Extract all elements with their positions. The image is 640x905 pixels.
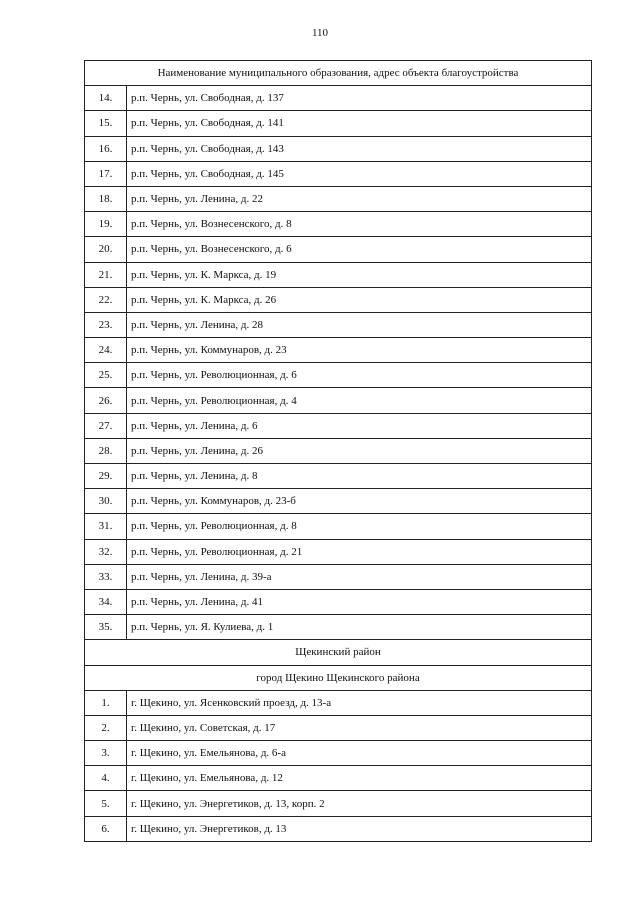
section-district: Щекинский район	[85, 640, 592, 665]
row-address: г. Щекино, ул. Энергетиков, д. 13	[127, 816, 592, 841]
table-row	[85, 363, 592, 388]
row-address: р.п. Чернь, ул. Революционная, д. 21	[127, 539, 592, 564]
table-row	[85, 413, 592, 438]
address-table	[84, 60, 592, 842]
table-row	[85, 86, 592, 111]
table-row	[85, 237, 592, 262]
row-address: г. Щекино, ул. Энергетиков, д. 13, корп. 2	[127, 791, 592, 816]
table-row	[85, 489, 592, 514]
row-number: 15.	[85, 111, 127, 136]
row-number: 2.	[85, 715, 127, 740]
section-city: город Щекино Щекинского района	[85, 665, 592, 690]
table-row	[85, 690, 592, 715]
row-number: 35.	[85, 615, 127, 640]
row-number: 4.	[85, 766, 127, 791]
row-number: 33.	[85, 564, 127, 589]
table-row	[85, 161, 592, 186]
row-address: р.п. Чернь, ул. Ленина, д. 22	[127, 186, 592, 211]
row-address: г. Щекино, ул. Ясенковский проезд, д. 13-а	[127, 690, 592, 715]
row-address: р.п. Чернь, ул. Ленина, д. 39-а	[127, 564, 592, 589]
row-address: р.п. Чернь, ул. Вознесенского, д. 8	[127, 212, 592, 237]
row-number: 27.	[85, 413, 127, 438]
row-number: 29.	[85, 464, 127, 489]
row-address: р.п. Чернь, ул. Революционная, д. 4	[127, 388, 592, 413]
table-row	[85, 186, 592, 211]
table-row	[85, 589, 592, 614]
table-header-row	[85, 61, 592, 86]
row-number: 1.	[85, 690, 127, 715]
table-row	[85, 539, 592, 564]
table-row	[85, 564, 592, 589]
row-number: 17.	[85, 161, 127, 186]
page-number: 110	[311, 27, 329, 39]
row-address: г. Щекино, ул. Емельянова, д. 12	[127, 766, 592, 791]
row-address: р.п. Чернь, ул. Свободная, д. 141	[127, 111, 592, 136]
table-row	[85, 816, 592, 841]
section-row	[85, 665, 592, 690]
rows-part2	[85, 690, 592, 841]
row-address: р.п. Чернь, ул. К. Маркса, д. 19	[127, 262, 592, 287]
row-number: 32.	[85, 539, 127, 564]
row-address: р.п. Чернь, ул. Вознесенского, д. 6	[127, 237, 592, 262]
table-row	[85, 338, 592, 363]
row-address: р.п. Чернь, ул. Революционная, д. 6	[127, 363, 592, 388]
row-number: 5.	[85, 791, 127, 816]
table-header: Наименование муниципального образования, адрес объекта благоустройства	[85, 61, 592, 86]
table-row	[85, 464, 592, 489]
row-address: р.п. Чернь, ул. Ленина, д. 6	[127, 413, 592, 438]
row-number: 26.	[85, 388, 127, 413]
row-address: р.п. Чернь, ул. Коммунаров, д. 23	[127, 338, 592, 363]
row-number: 28.	[85, 438, 127, 463]
rows-part1	[85, 86, 592, 640]
table-row	[85, 615, 592, 640]
table-row	[85, 514, 592, 539]
row-number: 20.	[85, 237, 127, 262]
row-number: 21.	[85, 262, 127, 287]
row-number: 23.	[85, 312, 127, 337]
row-address: р.п. Чернь, ул. Коммунаров, д. 23-б	[127, 489, 592, 514]
row-address: р.п. Чернь, ул. Революционная, д. 8	[127, 514, 592, 539]
row-address: р.п. Чернь, ул. Ленина, д. 41	[127, 589, 592, 614]
row-address: г. Щекино, ул. Советская, д. 17	[127, 715, 592, 740]
table-row	[85, 136, 592, 161]
table-row	[85, 212, 592, 237]
table-row	[85, 715, 592, 740]
row-number: 25.	[85, 363, 127, 388]
row-address: р.п. Чернь, ул. Свободная, д. 137	[127, 86, 592, 111]
row-address: г. Щекино, ул. Емельянова, д. 6-а	[127, 741, 592, 766]
row-number: 31.	[85, 514, 127, 539]
row-number: 22.	[85, 287, 127, 312]
row-number: 18.	[85, 186, 127, 211]
row-address: р.п. Чернь, ул. Я. Кулиева, д. 1	[127, 615, 592, 640]
table-row	[85, 312, 592, 337]
row-number: 24.	[85, 338, 127, 363]
row-number: 3.	[85, 741, 127, 766]
row-number: 14.	[85, 86, 127, 111]
table-row	[85, 791, 592, 816]
table-row	[85, 262, 592, 287]
row-address: р.п. Чернь, ул. Свободная, д. 145	[127, 161, 592, 186]
row-number: 30.	[85, 489, 127, 514]
row-number: 6.	[85, 816, 127, 841]
row-number: 34.	[85, 589, 127, 614]
row-address: р.п. Чернь, ул. Ленина, д. 26	[127, 438, 592, 463]
row-number: 19.	[85, 212, 127, 237]
row-address: р.п. Чернь, ул. Свободная, д. 143	[127, 136, 592, 161]
row-number: 16.	[85, 136, 127, 161]
table-row	[85, 741, 592, 766]
table-row	[85, 287, 592, 312]
table-row	[85, 388, 592, 413]
section-row	[85, 640, 592, 665]
table-row	[85, 766, 592, 791]
row-address: р.п. Чернь, ул. Ленина, д. 8	[127, 464, 592, 489]
row-address: р.п. Чернь, ул. Ленина, д. 28	[127, 312, 592, 337]
table-row	[85, 438, 592, 463]
table-row	[85, 111, 592, 136]
row-address: р.п. Чернь, ул. К. Маркса, д. 26	[127, 287, 592, 312]
